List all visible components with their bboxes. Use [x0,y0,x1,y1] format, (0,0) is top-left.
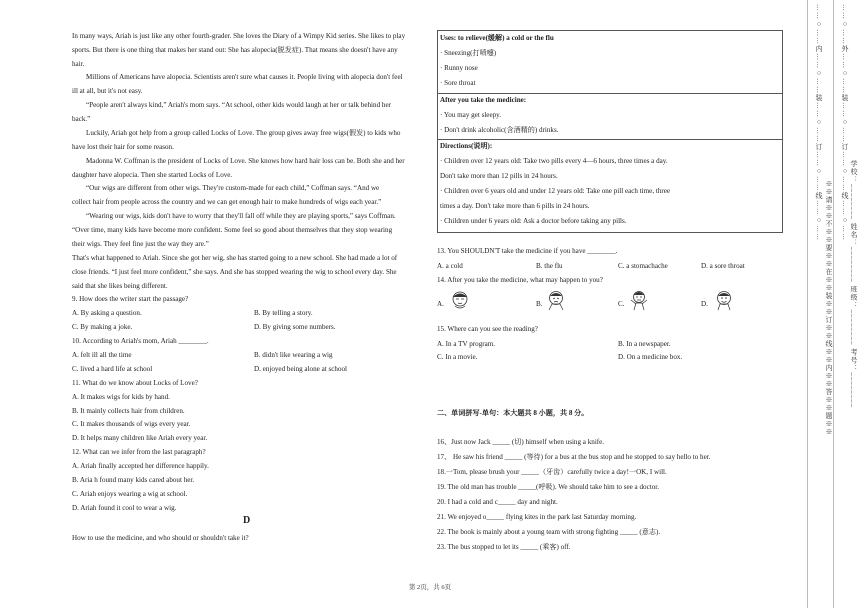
direction-line: · Children under 6 years old: Ask a doctor before taking any pills. [440,217,627,225]
student-info-label: 学校：________ 姓名：________ 班级：________ 考号：________ [850,160,858,409]
use-item: · Runny nose [440,64,478,72]
medicine-instructions-box [437,30,783,233]
direction-line: · Children over 6 years old and under 12 years old: Take one pill each time, three [440,187,671,195]
binding-notice: ※※请※※不※※要※※在※※装※※订※※线※※内※※答※※题※※ [825,180,833,436]
question-9: 9. How does the writer start the passage? [72,295,189,303]
option-15b[interactable]: B. In a newspaper. [618,340,671,348]
passage-line: That's what happened to Ariah. Since she got her wig, she has started going to a new school. She had made a lot of [72,254,398,262]
option-9d[interactable]: D. By giving some numbers. [254,323,336,331]
question-15: 15. Where can you see the reading? [437,325,538,333]
question-12: 12. What can we infer from the last paragraph? [72,448,206,456]
option-14d[interactable]: D. [701,300,708,308]
box-divider [438,93,782,94]
option-9a[interactable]: A. By asking a question. [72,309,142,317]
option-13a[interactable]: A. a cold [437,262,463,270]
direction-line: times a day. Don't take more than 6 pills in 24 hours. [440,202,590,210]
option-9c[interactable]: C. By making a joke. [72,323,133,331]
question-19: 19. The old man has trouble _____(呼吸). We should take him to see a doctor. [437,483,659,491]
option-11d[interactable]: D. It helps many children like Ariah every year. [72,434,208,442]
option-14a[interactable]: A. [437,300,444,308]
question-17: 17、 He saw his friend _____ (等待) for a bus at the bus stop and he stopped to say hello to her. [437,453,711,461]
use-item: · Sneezing(打喷嚏) [440,49,497,57]
binding-line [807,0,808,608]
option-9b[interactable]: B. By telling a story. [254,309,313,317]
after-item: · Don't drink alcoholic(含酒精的) drinks. [440,126,559,134]
option-10a[interactable]: A. felt ill all the time [72,351,132,359]
direction-line: Don't take more than 12 pills in 24 hours. [440,172,558,180]
angry-person-icon[interactable] [628,289,650,311]
sleepy-person-icon[interactable] [449,289,471,311]
direction-line: · Children over 12 years old: Take two pills every 4—6 hours, three times a day. [440,157,668,165]
passage-line: “Wearing our wigs, kids don't have to worry that they'll fall off while they are playing sports,” says Coffman. [86,212,396,220]
passage-line: sports. But there is one thing that makes her stand out: She has alopecia(脱发症). That means she doesn't have any [72,46,398,54]
question-20: 20. I had a cold and c_____ day and night. [437,498,558,506]
happy-person-icon[interactable] [713,289,735,311]
question-16: 16、Just now Jack _____ (切) himself when using a knife. [437,438,605,446]
crying-person-icon[interactable] [545,289,567,311]
option-10b[interactable]: B. didn't like wearing a wig [254,351,333,359]
passage-line: ill at all, but it's not easy. [72,87,143,95]
after-item: · You may get sleepy. [440,111,502,119]
d-intro: How to use the medicine, and who should or shouldn't take it? [72,534,249,542]
option-10c[interactable]: C. lived a hard life at school [72,365,153,373]
option-14c[interactable]: C. [618,300,625,308]
box-divider [438,139,782,140]
question-13: 13. You SHOULDN'T take the medicine if you have ________. [437,247,618,255]
option-13b[interactable]: B. the flu [536,262,563,270]
passage-line: In many ways, Ariah is just like any other fourth-grader. She loves the Diary of a Wimpy Kid series. She likes to play [72,32,406,40]
passage-line: Millions of Americans have alopecia. Scientists aren't sure what causes it. People living with alopecia don't feel [86,73,403,81]
passage-line: “Our wigs are different from other wigs. They're custom-made for each child,” Coffman says. “And we [86,184,380,192]
option-11c[interactable]: C. It makes thousands of wigs every year. [72,420,191,428]
passage-line: Madonna W. Coffman is the president of Locks of Love. She knows how hard hair loss can be. Both she and her [86,157,405,165]
passage-line: Luckily, Ariah got help from a group called Locks of Love. The group gives away free wigs(假发) to kids who [86,129,401,137]
passage-line: said that she likes being different. [72,282,168,290]
question-22: 22. The book is mainly about a young team with strong fighting _____ (意志). [437,528,661,536]
option-15a[interactable]: A. In a TV program. [437,340,496,348]
passage-line: “People aren't always kind,” Ariah's mom says. “At school, other kids would laugh at her or talk behind her [86,101,391,109]
outer-binding-text: ……○……外……○……装……○……订……○……线……○…… [841,4,849,241]
passage-line: collect hair from people across the country and we can get enough hair to make hundreds of wigs each year.” [72,198,382,206]
option-14b[interactable]: B. [536,300,543,308]
passage-line: their wigs. They feel fine just the way they are.” [72,240,209,248]
option-12b[interactable]: B. Aria h found many kids cared about her. [72,476,195,484]
question-18: 18.一Tom, please brush your _____（牙齿）carefully twice a day!一OK, I will. [437,468,667,476]
section-2-title: 二、单词拼写-单句：本大题共 8 小题，共 8 分。 [437,409,589,417]
question-23: 23. The bus stopped to let its _____ (乘客) off. [437,543,571,551]
option-15c[interactable]: C. In a movie. [437,353,478,361]
section-d-heading: D [243,515,251,526]
option-13c[interactable]: C. a stomachache [618,262,668,270]
option-12d[interactable]: D. Ariah found it cool to wear a wig. [72,504,177,512]
option-11a[interactable]: A. It makes wigs for kids by hand. [72,393,170,401]
question-11: 11. What do we know about Locks of Love? [72,379,198,387]
option-12c[interactable]: C. Ariah enjoys wearing a wig at school. [72,490,188,498]
option-11b[interactable]: B. It mainly collects hair from children. [72,407,185,415]
after-title: After you take the medicine: [440,96,527,104]
option-12a[interactable]: A. Ariah finally accepted her difference happily. [72,462,209,470]
page-footer: 第 2页，共 6页 [408,584,452,591]
passage-line: daughter have alopecia. Then she started Locks of Love. [72,171,233,179]
question-14: 14. After you take the medicine, what may happen to you? [437,276,603,284]
passage-line: back.” [72,115,91,123]
directions-title: Directions(说明): [440,142,493,150]
passage-line: close friends. “I just feel more confident,” she says. And she has stopped wearing the wig to school every day. She [72,268,397,276]
question-10: 10. According to Ariah's mom, Ariah ________. [72,337,209,345]
uses-title: Uses: to relieve(缓解) a cold or the flu [440,34,554,42]
option-15d[interactable]: D. On a medicine box. [618,353,683,361]
option-13d[interactable]: D. a sore throat [701,262,745,270]
passage-line: “Over time, many kids have become more confident. Some feel so good about themselves that they stop wearing [72,226,393,234]
passage-line: hair. [72,60,85,68]
use-item: · Sore throat [440,79,476,87]
binding-strip [795,0,860,608]
option-10d[interactable]: D. enjoyed being alone at school [254,365,347,373]
inner-binding-text: ……○……内……○……装……○……订……○……线……○…… [815,4,823,241]
passage-line: have lost their hair for some reason. [72,143,174,151]
question-21: 21. We enjoyed o_____ flying kites in the park last Saturday morning. [437,513,637,521]
